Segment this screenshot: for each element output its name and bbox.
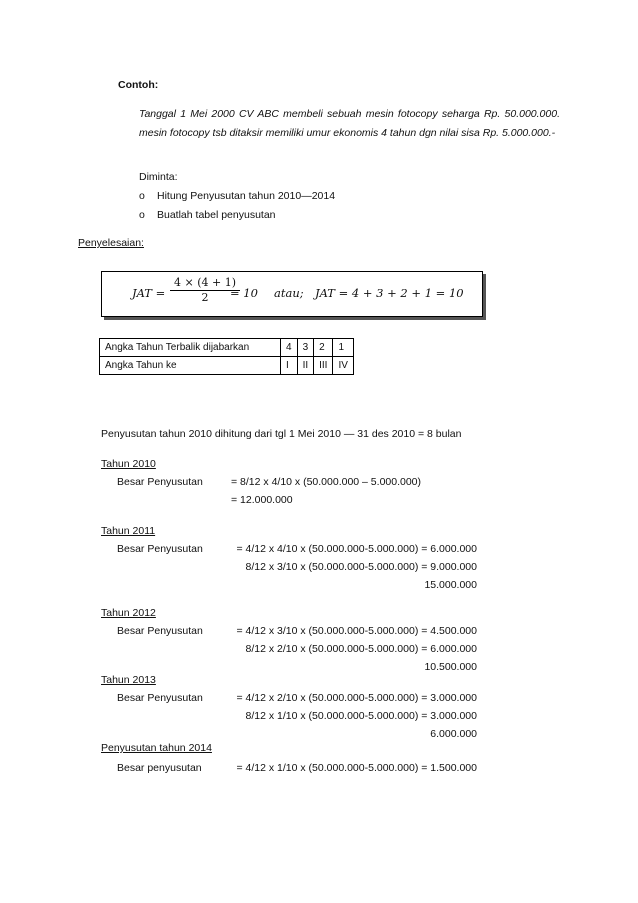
calc-line: 8/12 x 2/10 x (50.000.000-5.000.000) = 6.000.000	[245, 643, 477, 655]
table-cell: III	[314, 357, 333, 375]
table-cell: 4	[281, 339, 298, 357]
table-cell: II	[297, 357, 314, 375]
formula-box	[101, 271, 483, 317]
table-cell: I	[281, 357, 298, 375]
table-row	[100, 339, 354, 357]
year-label: Besar Penyusutan	[117, 476, 203, 488]
bullet-text: Hitung Penyusutan tahun 2010—2014	[157, 190, 336, 202]
contoh-paragraph: Tanggal 1 Mei 2000 CV ABC membeli sebuah mesin fotocopy seharga Rp. 50.000.000. mesin fotocopy tsb ditaksir memiliki umur ekonomis 4 tahun dgn nilai sisa Rp. 5.000.000.-	[139, 108, 560, 139]
year-total: 6.000.000	[430, 728, 477, 740]
calc-line: 8/12 x 3/10 x (50.000.000-5.000.000) = 9.000.000	[245, 561, 477, 573]
calc-line: = 12.000.000	[231, 494, 293, 506]
formula-right: JAT = 4 + 3 + 2 + 1 = 10	[315, 286, 464, 300]
calc-line: = 8/12 x 4/10 x (50.000.000 – 5.000.000)	[231, 476, 422, 488]
year-label: Besar penyusutan	[117, 762, 202, 774]
diminta-bullet-1	[139, 190, 335, 202]
calc-line: = 4/12 x 4/10 x (50.000.000-5.000.000) = 6.000.000	[236, 543, 477, 555]
bullet-text: Buatlah tabel penyusutan	[157, 209, 276, 221]
table-cell: 2	[314, 339, 333, 357]
table-cell: 3	[297, 339, 314, 357]
contoh-heading: Contoh:	[118, 79, 159, 91]
table-row	[100, 357, 354, 375]
diminta-bullet-2	[139, 209, 276, 221]
year-title: Tahun 2010	[101, 458, 156, 470]
calc-line: = 4/12 x 1/10 x (50.000.000-5.000.000) = 1.500.000	[236, 762, 477, 774]
formula-numerator: 4 × (4 + 1)	[170, 276, 240, 291]
table-row-label: Angka Tahun Terbalik dijabarkan	[100, 339, 281, 357]
calc-line: = 4/12 x 2/10 x (50.000.000-5.000.000) = 3.000.000	[236, 692, 477, 704]
angka-tahun-table	[99, 338, 354, 375]
intro-line: Penyusutan tahun 2010 dihitung dari tgl 1 Mei 2010 — 31 des 2010 = 8 bulan	[101, 428, 462, 440]
bullet-mark: o	[139, 190, 145, 202]
year-label: Besar Penyusutan	[117, 692, 203, 704]
year-title: Tahun 2011	[101, 525, 156, 537]
year-title: Tahun 2013	[101, 674, 156, 686]
year-total: 15.000.000	[424, 579, 477, 591]
year-label: Besar Penyusutan	[117, 543, 203, 555]
bullet-mark: o	[139, 209, 145, 221]
year-total: 10.500.000	[424, 661, 477, 673]
formula-left-lhs: JAT =	[132, 286, 166, 300]
penyelesaian-heading: Penyelesaian:	[78, 237, 144, 249]
formula-atau: atau;	[274, 286, 304, 300]
calc-line: = 4/12 x 3/10 x (50.000.000-5.000.000) = 4.500.000	[236, 625, 477, 637]
year-title: Tahun 2012	[101, 607, 156, 619]
calc-line: 8/12 x 1/10 x (50.000.000-5.000.000) = 3.000.000	[245, 710, 477, 722]
table-cell: 1	[333, 339, 353, 357]
diminta-label: Diminta:	[139, 171, 178, 183]
formula-denominator: 2	[201, 291, 209, 304]
table-cell: IV	[333, 357, 353, 375]
year-title: Penyusutan tahun 2014	[101, 742, 212, 754]
formula-left-rhs: = 10	[230, 286, 258, 300]
table-row-label: Angka Tahun ke	[100, 357, 281, 375]
year-label: Besar Penyusutan	[117, 625, 203, 637]
